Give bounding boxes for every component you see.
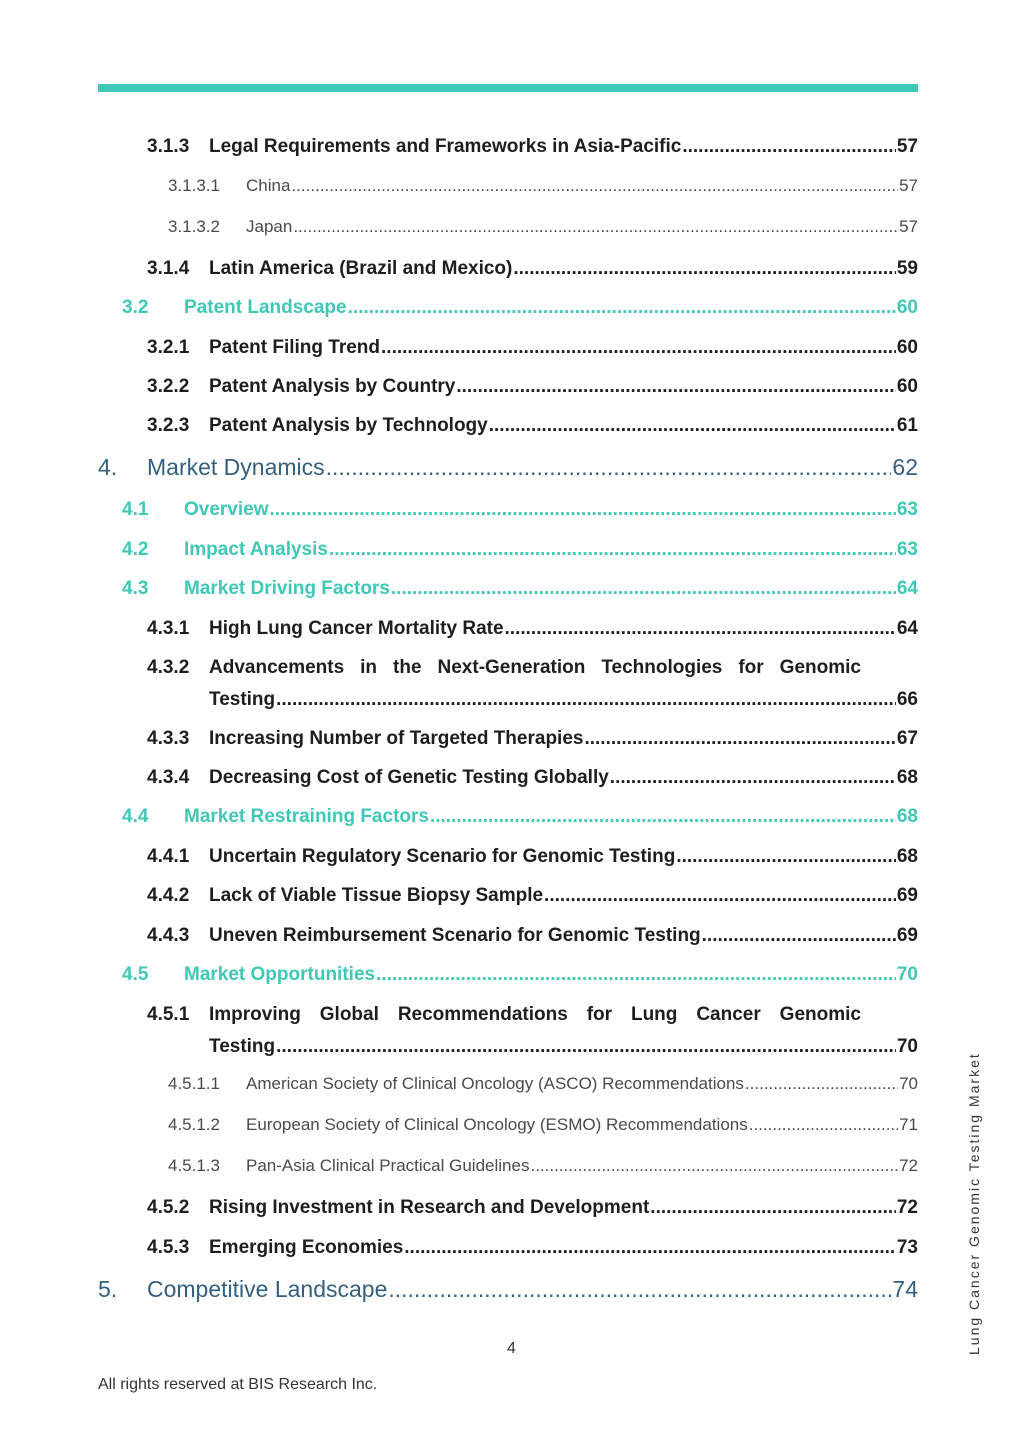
toc-entry[interactable] xyxy=(122,539,918,561)
toc-number: 4.5.1.1 xyxy=(168,1074,220,1093)
toc-entry[interactable] xyxy=(168,176,918,196)
toc-entry[interactable] xyxy=(147,258,918,280)
toc-title: Overview xyxy=(184,499,269,520)
toc-leader xyxy=(329,539,896,561)
toc-leader xyxy=(530,1156,898,1176)
toc-word: for xyxy=(738,657,764,678)
toc-number: 4.3.2 xyxy=(147,657,190,678)
header-accent-bar xyxy=(98,84,918,92)
toc-title: China xyxy=(246,176,291,195)
toc-page: 72 xyxy=(896,1197,918,1218)
toc-leader xyxy=(505,618,896,640)
toc-number: 3.2.1 xyxy=(147,337,190,358)
toc-title: American Society of Clinical Oncology (ASCO) Recommendations xyxy=(246,1074,744,1093)
toc-title: Patent Filing Trend xyxy=(209,337,381,358)
toc-title: Pan-Asia Clinical Practical Guidelines xyxy=(246,1156,530,1175)
toc-page: 70 xyxy=(899,1074,918,1093)
toc-page: 57 xyxy=(899,176,918,195)
toc-entry[interactable] xyxy=(147,767,918,789)
toc-page: 64 xyxy=(896,578,918,599)
toc-word: for xyxy=(586,1004,613,1025)
toc-entry[interactable] xyxy=(122,806,918,828)
toc-leader xyxy=(291,176,898,196)
toc-number: 3.1.3.1 xyxy=(168,176,220,195)
toc-page: 60 xyxy=(896,297,918,318)
toc-word: Advancements xyxy=(209,657,345,678)
toc-number: 5. xyxy=(98,1276,118,1302)
toc-word: Genomic xyxy=(779,1004,861,1025)
toc-entry[interactable] xyxy=(147,925,918,947)
toc-page: 57 xyxy=(899,217,918,236)
toc-leader xyxy=(276,689,896,711)
toc-page: 72 xyxy=(899,1156,918,1175)
toc-number: 4.5.1.2 xyxy=(168,1115,220,1134)
toc-title: Competitive Landscape xyxy=(147,1276,388,1302)
footer-copyright: All rights reserved at BIS Research Inc. xyxy=(98,1376,378,1393)
toc-title: Increasing Number of Targeted Therapies xyxy=(209,728,584,749)
toc-word: Improving xyxy=(209,1004,301,1025)
toc-leader xyxy=(749,1115,898,1135)
toc-number: 4.5.1 xyxy=(147,1004,190,1025)
toc-leader xyxy=(276,1036,896,1058)
toc-word: Global xyxy=(319,1004,379,1025)
toc-page: 64 xyxy=(896,618,918,639)
toc-number: 3.2 xyxy=(122,297,149,318)
toc-number: 3.1.3 xyxy=(147,136,190,157)
toc-page: 62 xyxy=(892,454,918,480)
toc-leader xyxy=(544,885,896,907)
toc-title: European Society of Clinical Oncology (ESMO) Recommendations xyxy=(246,1115,748,1134)
toc-leader xyxy=(489,415,896,437)
toc-leader xyxy=(430,806,896,828)
toc-number: 4.1 xyxy=(122,499,149,520)
toc-leader xyxy=(456,376,896,398)
toc-title: Patent Analysis by Technology xyxy=(209,415,488,436)
toc-word: Genomic xyxy=(779,657,861,678)
toc-leader xyxy=(404,1237,896,1259)
toc-entry[interactable] xyxy=(168,217,918,237)
toc-title-line1 xyxy=(209,657,861,679)
toc-page: 68 xyxy=(896,846,918,867)
toc-leader xyxy=(388,1276,891,1303)
toc-page: 73 xyxy=(896,1237,918,1258)
toc-word: in xyxy=(360,657,378,678)
toc-page: 69 xyxy=(896,885,918,906)
toc-chapter-entry[interactable] xyxy=(98,1276,918,1303)
toc-title: Market Opportunities xyxy=(184,964,376,985)
toc-title: Japan xyxy=(246,217,293,236)
toc-title: Decreasing Cost of Genetic Testing Globally xyxy=(209,767,609,788)
toc-number: 3.1.4 xyxy=(147,258,190,279)
toc-page: 70 xyxy=(896,964,918,985)
toc-word: Lung xyxy=(630,1004,678,1025)
toc-word: Cancer xyxy=(696,1004,761,1025)
toc-leader xyxy=(682,136,896,158)
toc-title: Legal Requirements and Frameworks in Asia-Pacific xyxy=(209,136,682,157)
toc-leader xyxy=(513,258,895,280)
toc-number: 4.4 xyxy=(122,806,149,827)
toc-number: 4.3.4 xyxy=(147,767,190,788)
toc-title: Patent Analysis by Country xyxy=(209,376,456,397)
toc-entry[interactable] xyxy=(147,376,918,398)
toc-page: 59 xyxy=(896,258,918,279)
toc-leader xyxy=(376,964,896,986)
toc-page: 69 xyxy=(896,925,918,946)
toc-page: 68 xyxy=(896,767,918,788)
toc-number: 4.5.2 xyxy=(147,1197,190,1218)
toc-leader xyxy=(293,217,898,237)
toc-title: Market Dynamics xyxy=(147,454,325,480)
toc-word: the xyxy=(393,657,422,678)
toc-leader xyxy=(702,925,896,947)
toc-entry[interactable] xyxy=(147,1197,918,1219)
toc-number: 3.2.2 xyxy=(147,376,190,397)
toc-title-line2: Testing xyxy=(209,689,276,710)
toc-title: Uncertain Regulatory Scenario for Genomic Testing xyxy=(209,846,676,867)
toc-page: 60 xyxy=(896,337,918,358)
toc-title: Patent Landscape xyxy=(184,297,347,318)
toc-word: Technologies xyxy=(601,657,723,678)
toc-number: 4.5.3 xyxy=(147,1237,190,1258)
toc-leader xyxy=(745,1074,898,1094)
toc-leader xyxy=(584,728,895,750)
toc-page: 70 xyxy=(896,1036,918,1057)
toc-page: 67 xyxy=(896,728,918,749)
toc-leader xyxy=(676,846,896,868)
toc-page: 68 xyxy=(896,806,918,827)
toc-title: Impact Analysis xyxy=(184,539,328,560)
toc-page: 74 xyxy=(892,1276,918,1302)
toc-page: 63 xyxy=(896,539,918,560)
toc-number: 4.5 xyxy=(122,964,149,985)
toc-title: Uneven Reimbursement Scenario for Genomic Testing xyxy=(209,925,701,946)
toc-number: 4.4.3 xyxy=(147,925,190,946)
toc-page: 57 xyxy=(896,136,918,157)
toc-title: Market Restraining Factors xyxy=(184,806,429,827)
toc-entry[interactable] xyxy=(122,297,918,319)
toc-leader xyxy=(348,297,896,319)
page-number: 4 xyxy=(507,1340,516,1357)
toc-number: 3.2.3 xyxy=(147,415,190,436)
toc-word: Recommendations xyxy=(397,1004,568,1025)
toc-leader xyxy=(270,499,896,521)
side-report-title: Lung Cancer Genomic Testing Market xyxy=(966,1052,982,1355)
toc-title: High Lung Cancer Mortality Rate xyxy=(209,618,504,639)
toc-title-line1 xyxy=(209,1004,861,1026)
toc-entry[interactable] xyxy=(168,1156,918,1176)
toc-entry-wrapped[interactable] xyxy=(147,1004,918,1058)
toc-chapter-entry[interactable] xyxy=(98,454,918,481)
toc-number: 4. xyxy=(98,454,118,480)
toc-number: 4.3.3 xyxy=(147,728,190,749)
toc-leader xyxy=(610,767,896,789)
toc-number: 4.5.1.3 xyxy=(168,1156,220,1175)
toc-entry-wrapped[interactable] xyxy=(147,657,918,711)
toc-number: 4.4.2 xyxy=(147,885,190,906)
toc-entry[interactable] xyxy=(147,337,918,359)
toc-number: 4.2 xyxy=(122,539,149,560)
toc-title-line2: Testing xyxy=(209,1036,276,1057)
toc-title: Latin America (Brazil and Mexico) xyxy=(209,258,513,279)
toc-page: 61 xyxy=(896,415,918,436)
toc-number: 3.1.3.2 xyxy=(168,217,220,236)
toc-leader xyxy=(326,454,892,481)
toc-entry[interactable] xyxy=(147,618,918,640)
toc-number: 4.3 xyxy=(122,578,149,599)
toc-entry[interactable] xyxy=(147,415,918,437)
toc-entry[interactable] xyxy=(168,1115,918,1135)
toc-leader xyxy=(381,337,896,359)
toc-entry[interactable] xyxy=(122,499,918,521)
toc-leader xyxy=(391,578,896,600)
toc-title: Lack of Viable Tissue Biopsy Sample xyxy=(209,885,544,906)
toc-entry[interactable] xyxy=(147,1237,918,1259)
toc-entry[interactable] xyxy=(147,846,918,868)
toc-page: 60 xyxy=(896,376,918,397)
toc-leader xyxy=(650,1197,896,1219)
toc-title: Emerging Economies xyxy=(209,1237,404,1258)
toc-word: Next-Generation xyxy=(437,657,586,678)
toc-entry[interactable] xyxy=(122,578,918,600)
toc-entry[interactable] xyxy=(168,1074,918,1094)
toc-number: 4.4.1 xyxy=(147,846,190,867)
toc-number: 4.3.1 xyxy=(147,618,190,639)
toc-title: Rising Investment in Research and Development xyxy=(209,1197,650,1218)
toc-page: 66 xyxy=(896,689,918,710)
toc-entry[interactable] xyxy=(147,136,918,158)
toc-entry[interactable] xyxy=(122,964,918,986)
toc-page: 71 xyxy=(899,1115,918,1134)
toc-entry[interactable] xyxy=(147,728,918,750)
toc-title: Market Driving Factors xyxy=(184,578,390,599)
toc-page: 63 xyxy=(896,499,918,520)
toc-entry[interactable] xyxy=(147,885,918,907)
